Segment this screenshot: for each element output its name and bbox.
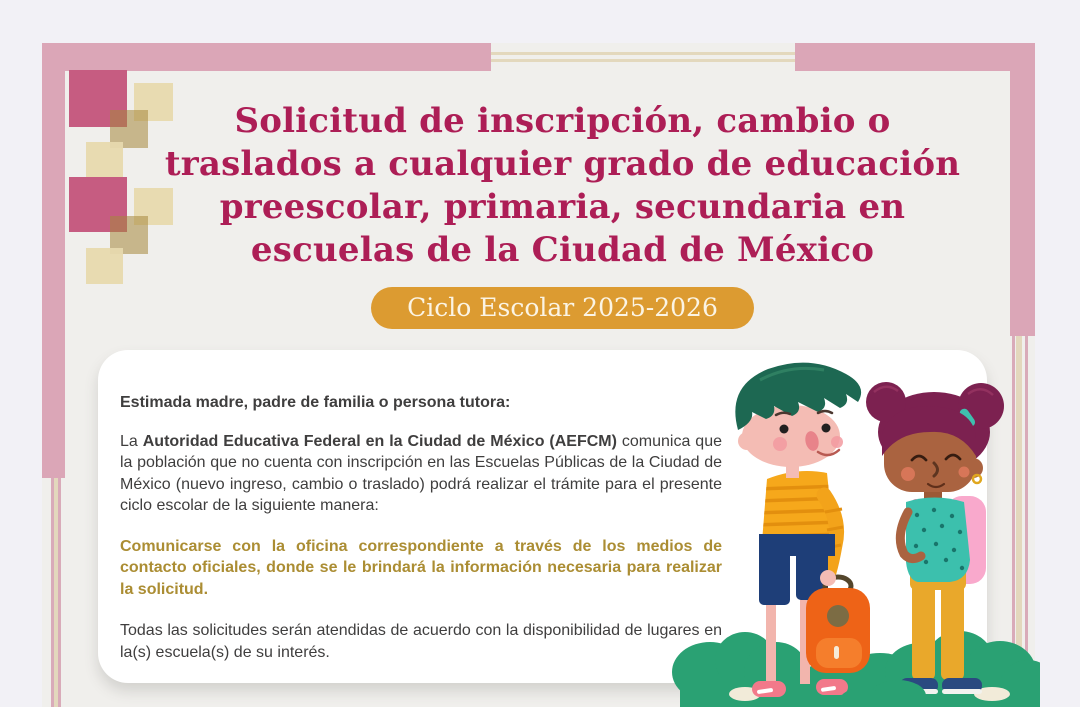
earring — [973, 475, 981, 483]
notice-card-text — [120, 375, 722, 663]
school-year-badge-row — [60, 287, 1065, 329]
frame-top-bar-left — [42, 43, 491, 71]
frame-left-thin-line — [58, 478, 61, 707]
orange-backpack — [806, 588, 870, 673]
intro-rest: comunica que la población que no cuenta con inscripción en las Escuelas Públicas de la Ciudad de México (nuevo ingreso, cambio o traslado) podrá realizar el trámite para el presente ciclo escolar de la siguiente manera: — [120, 432, 722, 514]
children-illustration — [672, 352, 1040, 707]
title-line: preescolar, primaria, secundaria en — [219, 187, 906, 227]
intro-prefix: La — [120, 432, 143, 450]
frame-top-thin-line — [491, 52, 795, 55]
frame-top-thin-line — [491, 59, 795, 62]
salutation: Estimada madre, padre de familia o persona tutora: — [120, 394, 511, 411]
frame-top-bar-right — [795, 43, 1035, 71]
closing-paragraph: Todas las solicitudes serán atendidas de acuerdo con la disponibilidad de lugares en la(s) escuela(s) de su interés. — [120, 622, 722, 661]
school-year-badge: Ciclo Escolar 2025-2026 — [371, 287, 754, 329]
intro-bold-aefcm: Autoridad Educativa Federal en la Ciudad de México (AEFCM) — [142, 432, 617, 450]
page-title — [60, 100, 1065, 272]
title-line: escuelas de la Ciudad de México — [250, 230, 875, 270]
intro-paragraph — [120, 431, 722, 517]
title-line: traslados a cualquier grado de educación — [164, 144, 961, 184]
highlight-paragraph: Comunicarse con la oficina correspondiente a través de los medios de contacto oficiales, donde se le brindará la información necesaria para realizar la solicitud. — [120, 537, 722, 598]
title-line: Solicitud de inscripción, cambio o — [234, 101, 891, 141]
